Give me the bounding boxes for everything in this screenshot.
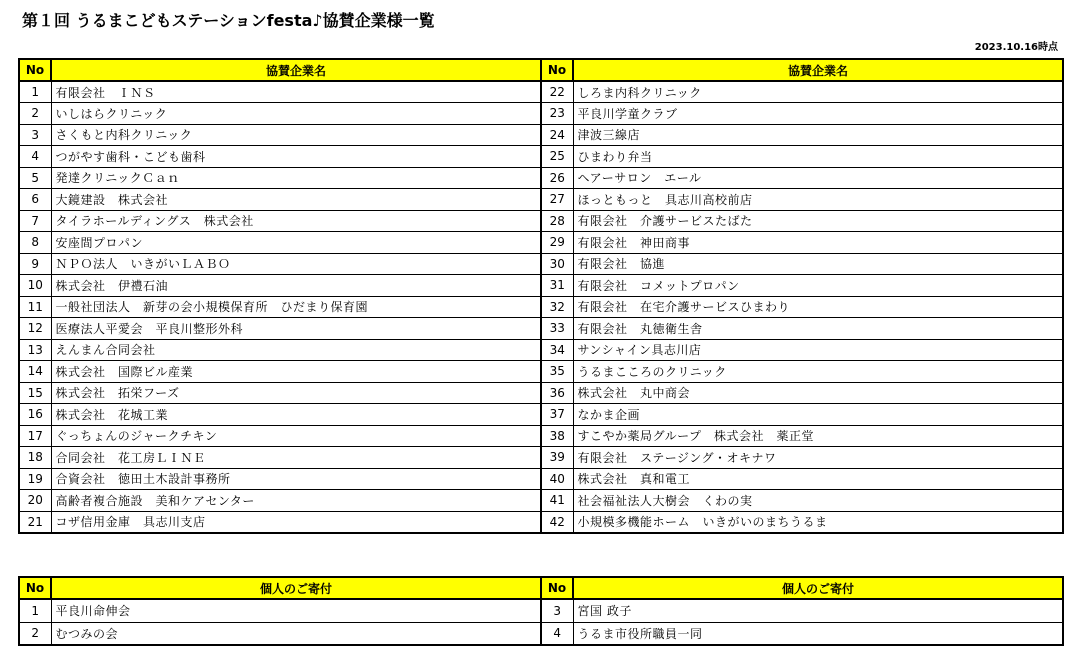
row-name: なかま企画 [573,404,1063,426]
row-name: 株式会社 拓栄フーズ [51,382,541,404]
row-number: 33 [541,318,573,340]
row-number: 24 [541,124,573,146]
row-number: 12 [19,318,51,340]
row-name: さくもと内科クリニック [51,124,541,146]
table-row [19,189,1063,211]
table-row [19,146,1063,168]
row-name: ＮＰＯ法人 いきがいＬＡＢＯ [51,253,541,275]
row-name: タイラホールディングス 株式会社 [51,210,541,232]
row-name: 有限会社 ステージング・オキナワ [573,447,1063,469]
row-number: 15 [19,382,51,404]
row-name: 株式会社 丸中商会 [573,382,1063,404]
row-name: いしはらクリニック [51,103,541,125]
row-number: 2 [19,103,51,125]
table-row [19,404,1063,426]
row-number: 3 [541,599,573,622]
row-name: ヘアーサロン エール [573,167,1063,189]
row-name: うるまこころのクリニック [573,361,1063,383]
row-number: 10 [19,275,51,297]
row-name: 有限会社 神田商事 [573,232,1063,254]
row-name: サンシャイン具志川店 [573,339,1063,361]
table-row [19,81,1063,103]
row-number: 30 [541,253,573,275]
table-row [19,253,1063,275]
table-row [19,296,1063,318]
row-number: 7 [19,210,51,232]
row-number: 16 [19,404,51,426]
row-name: 医療法人平愛会 平良川整形外科 [51,318,541,340]
row-number: 27 [541,189,573,211]
row-name: うるま市役所職員一同 [573,622,1063,645]
row-number: 39 [541,447,573,469]
row-number: 17 [19,425,51,447]
individual-rows [19,599,1063,645]
name-header: 協賛企業名 [573,59,1063,81]
row-name: 有限会社 協進 [573,253,1063,275]
table-row [19,382,1063,404]
row-name: 高齢者複合施設 美和ケアセンター [51,490,541,512]
table-row [19,622,1063,645]
table-row [19,318,1063,340]
name-header: 個人のご寄付 [573,577,1063,599]
row-number: 20 [19,490,51,512]
no-header: No [19,577,51,599]
row-name: 有限会社 ＩＮＳ [51,81,541,103]
table-row [19,447,1063,469]
table-header-row [19,59,1063,81]
row-number: 11 [19,296,51,318]
table-row [19,124,1063,146]
row-name: 株式会社 国際ビル産業 [51,361,541,383]
row-name: しろま内科クリニック [573,81,1063,103]
row-number: 18 [19,447,51,469]
row-name: 社会福祉法人大樹会 くわの実 [573,490,1063,512]
row-name: えんまん合同会社 [51,339,541,361]
no-header: No [541,59,573,81]
row-number: 21 [19,511,51,533]
row-number: 2 [19,622,51,645]
table-row [19,339,1063,361]
row-name: 合資会社 徳田土木設計事務所 [51,468,541,490]
table-row [19,468,1063,490]
table-row [19,490,1063,512]
row-number: 8 [19,232,51,254]
row-number: 25 [541,146,573,168]
row-name: 有限会社 丸徳衛生舎 [573,318,1063,340]
row-number: 5 [19,167,51,189]
row-name: ほっともっと 具志川高校前店 [573,189,1063,211]
row-number: 3 [19,124,51,146]
table-row [19,425,1063,447]
row-number: 4 [19,146,51,168]
row-number: 1 [19,81,51,103]
row-name: 有限会社 在宅介護サービスひまわり [573,296,1063,318]
row-number: 19 [19,468,51,490]
row-name: 宮国 政子 [573,599,1063,622]
as-of-date: 2023.10.16時点 [974,42,1058,53]
row-number: 29 [541,232,573,254]
row-number: 35 [541,361,573,383]
table-row [19,361,1063,383]
row-name: 津波三線店 [573,124,1063,146]
row-name: ぐっちょんのジャークチキン [51,425,541,447]
row-name: つがやす歯科・こども歯科 [51,146,541,168]
row-number: 23 [541,103,573,125]
row-name: 合同会社 花工房ＬＩＮＥ [51,447,541,469]
row-name: 有限会社 介護サービスたばた [573,210,1063,232]
row-number: 36 [541,382,573,404]
row-number: 32 [541,296,573,318]
name-header: 協賛企業名 [51,59,541,81]
row-number: 4 [541,622,573,645]
row-number: 9 [19,253,51,275]
row-name: 小規模多機能ホーム いきがいのまちうるま [573,511,1063,533]
row-name: 大鏡建設 株式会社 [51,189,541,211]
row-number: 6 [19,189,51,211]
table-row [19,232,1063,254]
sponsor-rows [19,81,1063,533]
table-header-row [19,577,1063,599]
row-number: 14 [19,361,51,383]
table-row [19,599,1063,622]
row-name: 平良川命伸会 [51,599,541,622]
individual-table [18,576,1064,646]
row-name: 安座間プロパン [51,232,541,254]
sponsor-table [18,58,1064,534]
row-number: 22 [541,81,573,103]
table-row [19,275,1063,297]
row-name: 平良川学童クラブ [573,103,1063,125]
row-name: むつみの会 [51,622,541,645]
row-number: 1 [19,599,51,622]
row-number: 42 [541,511,573,533]
row-number: 26 [541,167,573,189]
row-name: すこやか薬局グループ 株式会社 薬正堂 [573,425,1063,447]
table-row [19,167,1063,189]
row-number: 38 [541,425,573,447]
page-title: 第１回 うるまこどもステーションfesta♪協賛企業様一覧 [22,11,435,30]
no-header: No [19,59,51,81]
row-name: 一般社団法人 新芽の会小規模保育所 ひだまり保育園 [51,296,541,318]
row-name: 発達クリニックＣａｎ [51,167,541,189]
row-number: 31 [541,275,573,297]
table-row [19,511,1063,533]
row-number: 37 [541,404,573,426]
row-name: 有限会社 コメットプロパン [573,275,1063,297]
row-name: 株式会社 伊禮石油 [51,275,541,297]
row-name: 株式会社 花城工業 [51,404,541,426]
name-header: 個人のご寄付 [51,577,541,599]
row-name: 株式会社 真和電工 [573,468,1063,490]
row-number: 40 [541,468,573,490]
table-row [19,103,1063,125]
row-number: 28 [541,210,573,232]
table-row [19,210,1063,232]
row-number: 13 [19,339,51,361]
row-number: 34 [541,339,573,361]
row-name: コザ信用金庫 具志川支店 [51,511,541,533]
no-header: No [541,577,573,599]
row-name: ひまわり弁当 [573,146,1063,168]
row-number: 41 [541,490,573,512]
